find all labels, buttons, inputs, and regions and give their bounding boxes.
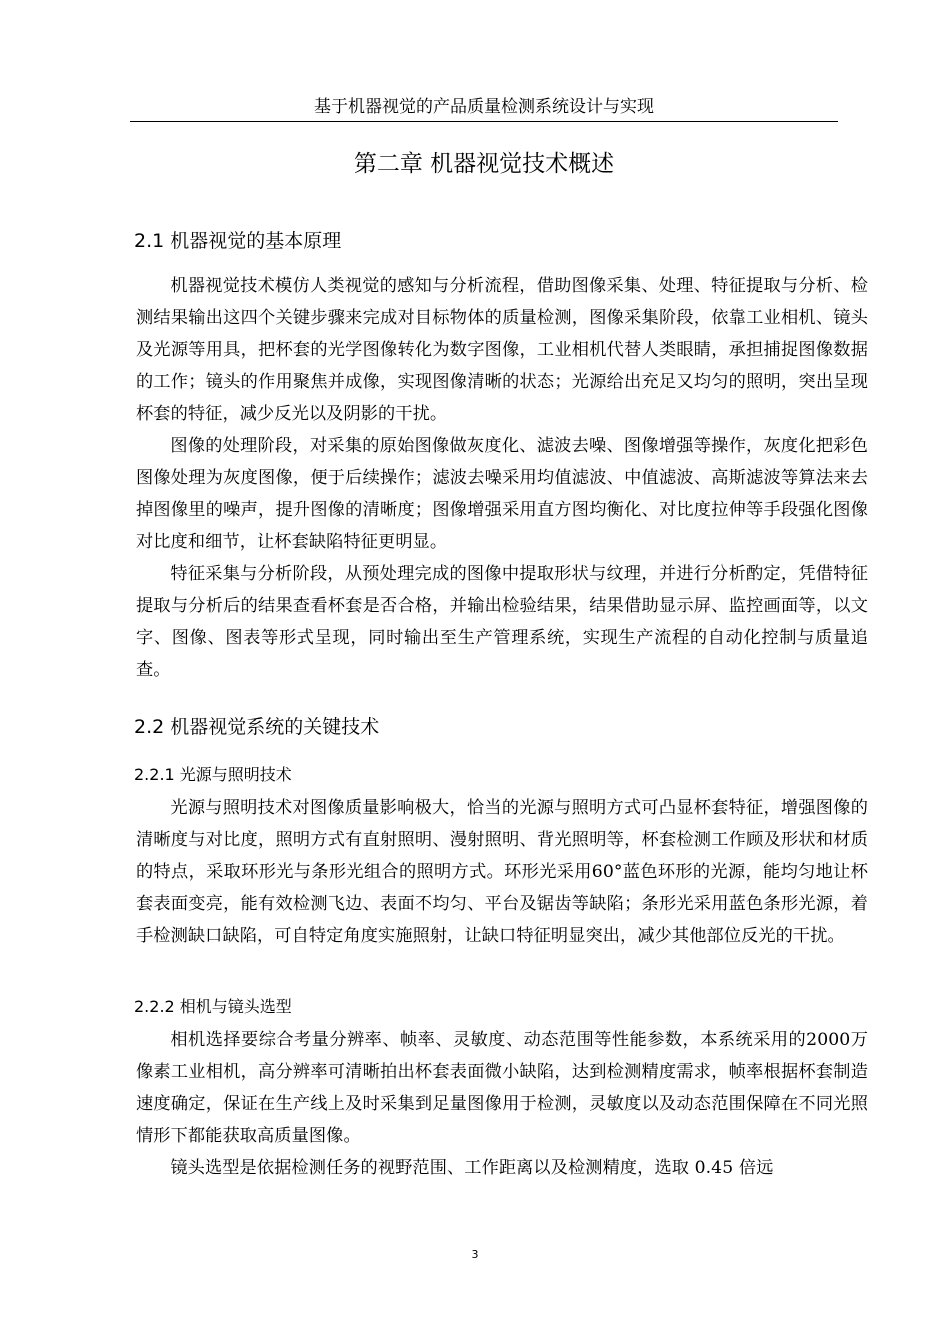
paragraph-2-2-1-1: 光源与照明技术对图像质量影响极大，恰当的光源与照明方式可凸显杯套特征，增强图像的清晰度与对比度，照明方式有直射照明、漫射照明、背光照明等，杯套检测工作顾及形状和材质的特点，采取环形光与条形光组合的照明方式。环形光采用60°蓝色环形的光源，能均匀地让杯套表面变亮，能有效检测飞边、表面不均匀、平台及锯齿等缺陷；条形光采用蓝色条形光源，着手检测缺口缺陷，可自特定角度实施照射，让缺口特征明显突出，减少其他部位反光的干扰。 [136, 798, 868, 946]
section-heading-2-2: 2.2 机器视觉系统的关键技术 [134, 716, 380, 738]
page-number: 3 [471, 1248, 479, 1261]
subsection-heading-2-2-2: 2.2.2 相机与镜头选型 [134, 997, 292, 1016]
paragraph-2-1-3: 特征采集与分析阶段，从预处理完成的图像中提取形状与纹理，并进行分析酌定，凭借特征提取与分析后的结果查看杯套是否合格，并输出检验结果，结果借助显示屏、监控画面等，以文字、图像、图表等形式呈现，同时输出至生产管理系统，实现生产流程的自动化控制与质量追查。 [136, 564, 868, 680]
running-header: 基于机器视觉的产品质量检测系统设计与实现 [314, 97, 654, 117]
paragraph-2-1-1: 机器视觉技术模仿人类视觉的感知与分析流程，借助图像采集、处理、特征提取与分析、检测结果输出这四个关键步骤来完成对目标物体的质量检测，图像采集阶段，依靠工业相机、镜头及光源等用具，把杯套的光学图像转化为数字图像，工业相机代替人类眼睛，承担捕捉图像数据的工作；镜头的作用聚焦并成像，实现图像清晰的状态；光源给出充足又均匀的照明，突出呈现杯套的特征，减少反光以及阴影的干扰。 [136, 276, 868, 424]
header-divider [130, 121, 838, 122]
subsection-heading-2-2-1: 2.2.1 光源与照明技术 [134, 765, 292, 784]
chapter-title: 第二章 机器视觉技术概述 [353, 151, 615, 177]
paragraph-2-1-2: 图像的处理阶段，对采集的原始图像做灰度化、滤波去噪、图像增强等操作，灰度化把彩色图像处理为灰度图像，便于后续操作；滤波去噪采用均值滤波、中值滤波、高斯滤波等算法来去掉图像里的噪声，提升图像的清晰度；图像增强采用直方图均衡化、对比度拉伸等手段强化图像对比度和细节，让杯套缺陷特征更明显。 [136, 436, 868, 552]
section-heading-2-1: 2.1 机器视觉的基本原理 [134, 230, 342, 252]
paragraph-2-2-2-1: 相机选择要综合考量分辨率、帧率、灵敏度、动态范围等性能参数，本系统采用的2000万像素工业相机，高分辨率可清晰拍出杯套表面微小缺陷，达到检测精度需求，帧率根据杯套制造速度确定，保证在生产线上及时采集到足量图像用于检测，灵敏度以及动态范围保障在不同光照情形下都能获取高质量图像。 [136, 1030, 868, 1146]
paragraph-2-2-2-2: 镜头选型是依据检测任务的视野范围、工作距离以及检测精度，选取 0.45 倍远 [170, 1158, 774, 1178]
